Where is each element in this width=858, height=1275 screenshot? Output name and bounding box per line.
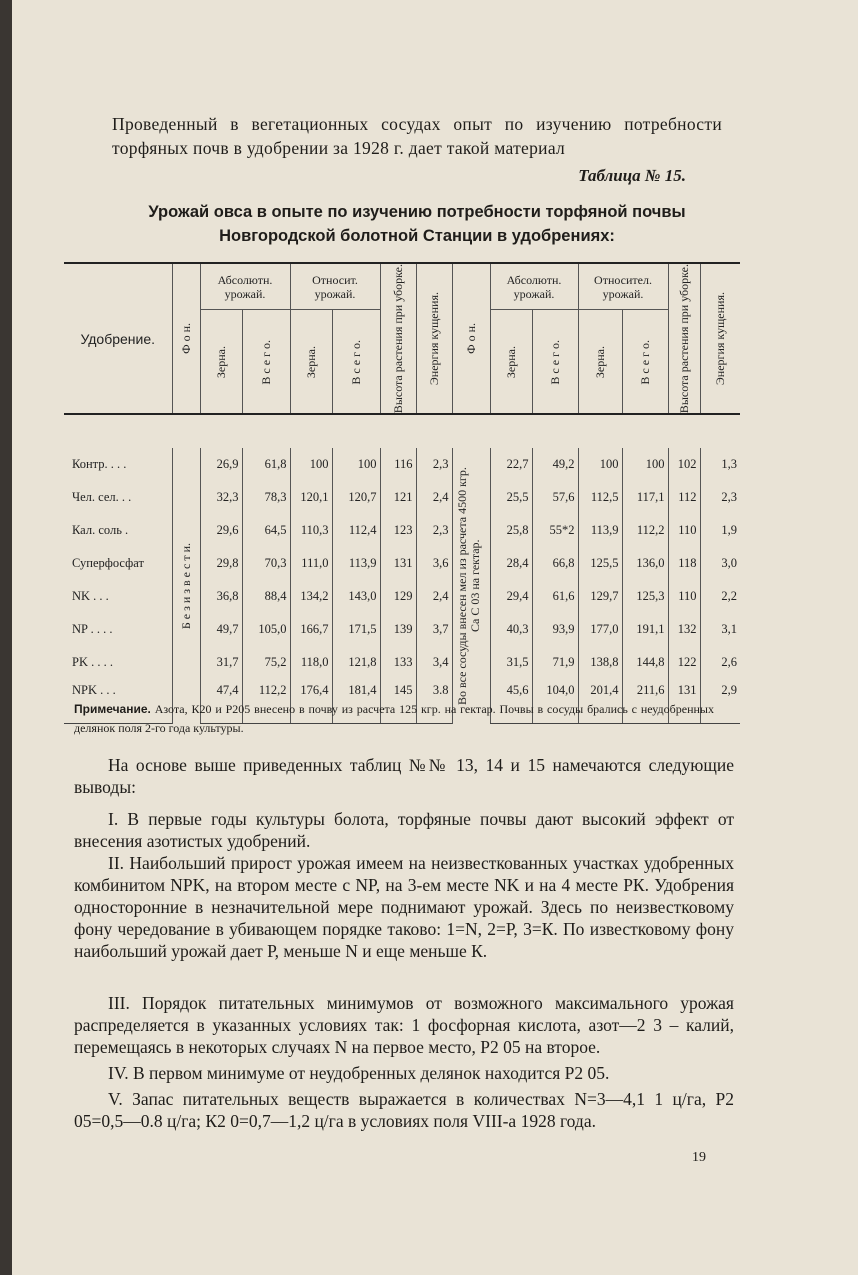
table-row	[64, 580, 740, 613]
cell: 131	[668, 679, 700, 724]
cell: 129,7	[578, 580, 622, 613]
table-title-line2: Новгородской болотной Станции в удобрениях:	[219, 227, 615, 245]
cell: 177,0	[578, 613, 622, 646]
cell: 122	[668, 646, 700, 679]
cell: 3,1	[700, 613, 740, 646]
cell: 2,3	[416, 514, 452, 547]
point-3: III. Порядок питательных минимумов от возможного максимального урожая распределяется в указанных условиях так: 1 фосфорная кислота, азот—2 3 – калий, перемещаясь в некоторых случаях N на первое место, Р2 05 на второе.	[74, 993, 734, 1057]
conclusion-intro: На основе выше приведенных таблиц №№ 13, 14 и 15 намечаются следующие выводы:	[74, 755, 734, 797]
cell: 25,5	[490, 481, 532, 514]
cell: 64,5	[242, 514, 290, 547]
fon-right-note: Во все сосуды внесен мел из расчета 4500 кгр. Са С 03 на гектар.	[455, 467, 482, 705]
cell: 139	[380, 613, 416, 646]
table-title	[72, 200, 762, 248]
cell: 3,6	[416, 547, 452, 580]
cell: 110,3	[290, 514, 332, 547]
cell: 181,4	[332, 679, 380, 724]
col-header-vysota: Высота растения при уборке.	[390, 264, 405, 414]
cell: 111,0	[290, 547, 332, 580]
cell: 47,4	[200, 679, 242, 724]
cell: 125,5	[578, 547, 622, 580]
cell: 113,9	[578, 514, 622, 547]
col-header-energiya: Энергия кущения.	[426, 292, 441, 386]
col-header-vsego-2: В с е г о.	[547, 339, 562, 385]
cell: 117,1	[622, 481, 668, 514]
cell: 138,8	[578, 646, 622, 679]
table-row	[64, 514, 740, 547]
cell: 26,9	[200, 448, 242, 481]
cell: 120,7	[332, 481, 380, 514]
cell: 88,4	[242, 580, 290, 613]
row-label: PK . . . .	[72, 655, 113, 670]
col-header-vysota-2: Высота растения при уборке.	[676, 264, 691, 414]
cell: 36,8	[200, 580, 242, 613]
row-label: NK . . .	[72, 589, 109, 604]
cell: 201,4	[578, 679, 622, 724]
cell: 100	[290, 448, 332, 481]
cell: 143,0	[332, 580, 380, 613]
row-label: Кал. соль .	[72, 523, 129, 538]
col-header-udobrenie: Удобрение.	[80, 330, 156, 347]
cell: 121,8	[332, 646, 380, 679]
row-label: NPK . . .	[64, 679, 172, 724]
cell: 132	[668, 613, 700, 646]
row-label: NP . . . .	[72, 622, 113, 637]
cell: 61,8	[242, 448, 290, 481]
page-number: 19	[692, 1150, 706, 1165]
cell: 28,4	[490, 547, 532, 580]
cell: 112	[668, 481, 700, 514]
cell: 113,9	[332, 547, 380, 580]
cell: 136,0	[622, 547, 668, 580]
table-row	[64, 613, 740, 646]
cell: 133	[380, 646, 416, 679]
col-header-zerna: Зерна.	[213, 345, 228, 378]
cell: 2,4	[416, 580, 452, 613]
cell: 104,0	[532, 679, 578, 724]
cell: 61,6	[532, 580, 578, 613]
cell: 112,5	[578, 481, 622, 514]
cell: 110	[668, 514, 700, 547]
cell: 57,6	[532, 481, 578, 514]
cell: 2,3	[416, 448, 452, 481]
col-header-vsego: В с е г о.	[258, 339, 273, 385]
cell: 110	[668, 580, 700, 613]
cell: 2,6	[700, 646, 740, 679]
cell: 100	[622, 448, 668, 481]
cell: 171,5	[332, 613, 380, 646]
table-row	[64, 481, 740, 514]
cell: 55*2	[532, 514, 578, 547]
intro-paragraph: Проведенный в вегетационных сосудах опыт по изучению потребности торфяных почв в удобрении за 1928 г. дает такой материал	[112, 114, 722, 158]
cell: 29,6	[200, 514, 242, 547]
col-header-vsego-otn-2: В с е г о.	[637, 339, 652, 385]
table-number: Таблица № 15.	[578, 166, 686, 185]
cell: 102	[668, 448, 700, 481]
cell: 116	[380, 448, 416, 481]
cell: 123	[380, 514, 416, 547]
cell: 2,9	[700, 679, 740, 724]
table-row	[64, 646, 740, 679]
cell: 112,4	[332, 514, 380, 547]
cell: 78,3	[242, 481, 290, 514]
cell: 118,0	[290, 646, 332, 679]
cell: 93,9	[532, 613, 578, 646]
col-header-zerna-2: Зерна.	[503, 345, 518, 378]
cell: 144,8	[622, 646, 668, 679]
cell: 145	[380, 679, 416, 724]
cell: 112,2	[622, 514, 668, 547]
cell: 25,8	[490, 514, 532, 547]
point-5: V. Запас питательных веществ выражается в количествах N=3—4,1 1 ц/га, Р2 05=0,5—0.8 ц/га; К2 0=0,7—1,2 ц/га в условиях поля VIII-а 1928 года.	[74, 1089, 734, 1131]
cell: 31,5	[490, 646, 532, 679]
cell: 71,9	[532, 646, 578, 679]
cell: 49,7	[200, 613, 242, 646]
cell: 2,4	[416, 481, 452, 514]
cell: 2,2	[700, 580, 740, 613]
point-1: I. В первые годы культуры болота, торфяные почвы дают высокий эффект от внесения азотистых удобрений.	[74, 809, 734, 851]
cell: 131	[380, 547, 416, 580]
cell: 118	[668, 547, 700, 580]
cell: 45,6	[490, 679, 532, 724]
cell: 2,3	[700, 481, 740, 514]
cell: 134,2	[290, 580, 332, 613]
col-header-abs: Абсолютн. урожай.	[200, 263, 290, 310]
table-note	[74, 700, 714, 738]
cell: 49,2	[532, 448, 578, 481]
cell: 75,2	[242, 646, 290, 679]
note-text: Азота, К20 и Р205 внесено в почву из расчета 125 кгр. на гектар. Почвы в сосуды брались с неудобренных делянок поля 2-го года культуры.	[74, 702, 714, 735]
col-header-zerna-otn-2: Зерна.	[592, 345, 607, 378]
row-label: Контр. . . .	[72, 457, 127, 472]
col-header-zerna-otn: Зерна.	[303, 345, 318, 378]
table-title-line1: Урожай овса в опыте по изучению потребности торфяной почвы	[148, 203, 686, 221]
cell: 1,3	[700, 448, 740, 481]
col-header-fon: Ф о н.	[178, 323, 193, 355]
col-header-otn-2: Относител. урожай.	[578, 263, 668, 310]
cell: 29,4	[490, 580, 532, 613]
cell: 100	[578, 448, 622, 481]
cell: 121	[380, 481, 416, 514]
point-2: II. Наибольший прирост урожая имеем на неизвесткованных участках удобренных комбинитом NPK, на втором месте с NP, на 3-ем месте NK и на 4 месте РК. Удобрения односторонние в незначительной мере поднимают урожай. Здесь по неизвестковому фону чередование в убивающем порядке таково: 1=N, 2=Р, 3=К. По известковому фону наибольший урожай дает Р, меньше N и еще меньше К.	[74, 853, 734, 961]
cell: 112,2	[242, 679, 290, 724]
cell: 22,7	[490, 448, 532, 481]
cell: 129	[380, 580, 416, 613]
document-page	[12, 0, 858, 1275]
cell: 40,3	[490, 613, 532, 646]
fon-left-note: Б е з и з в е с т и.	[178, 542, 193, 629]
cell: 29,8	[200, 547, 242, 580]
cell: 3.8	[416, 679, 452, 724]
cell: 166,7	[290, 613, 332, 646]
yield-table	[64, 262, 740, 724]
cell: 3,7	[416, 613, 452, 646]
cell: 211,6	[622, 679, 668, 724]
cell: 3,4	[416, 646, 452, 679]
col-header-abs-2: Абсолютн. урожай.	[490, 263, 578, 310]
table-row	[64, 448, 740, 481]
cell: 125,3	[622, 580, 668, 613]
cell: 66,8	[532, 547, 578, 580]
cell: 31,7	[200, 646, 242, 679]
cell: 1,9	[700, 514, 740, 547]
cell: 32,3	[200, 481, 242, 514]
cell: 191,1	[622, 613, 668, 646]
col-header-otn: Относит. урожай.	[290, 263, 380, 310]
col-header-vsego-otn: В с е г о.	[348, 339, 363, 385]
note-label: Примечание.	[74, 702, 151, 716]
point-4: IV. В первом минимуме от неудобренных делянок находится Р2 05.	[108, 1063, 610, 1083]
row-label: Чел. сел. . .	[72, 490, 132, 505]
table-row	[64, 547, 740, 580]
cell: 70,3	[242, 547, 290, 580]
cell: 105,0	[242, 613, 290, 646]
cell: 100	[332, 448, 380, 481]
col-header-energiya-2: Энергия кущения.	[712, 292, 727, 386]
row-label: Суперфосфат	[72, 556, 144, 571]
cell: 3,0	[700, 547, 740, 580]
col-header-fon-2: Ф о н.	[463, 323, 478, 355]
cell: 120,1	[290, 481, 332, 514]
cell: 176,4	[290, 679, 332, 724]
